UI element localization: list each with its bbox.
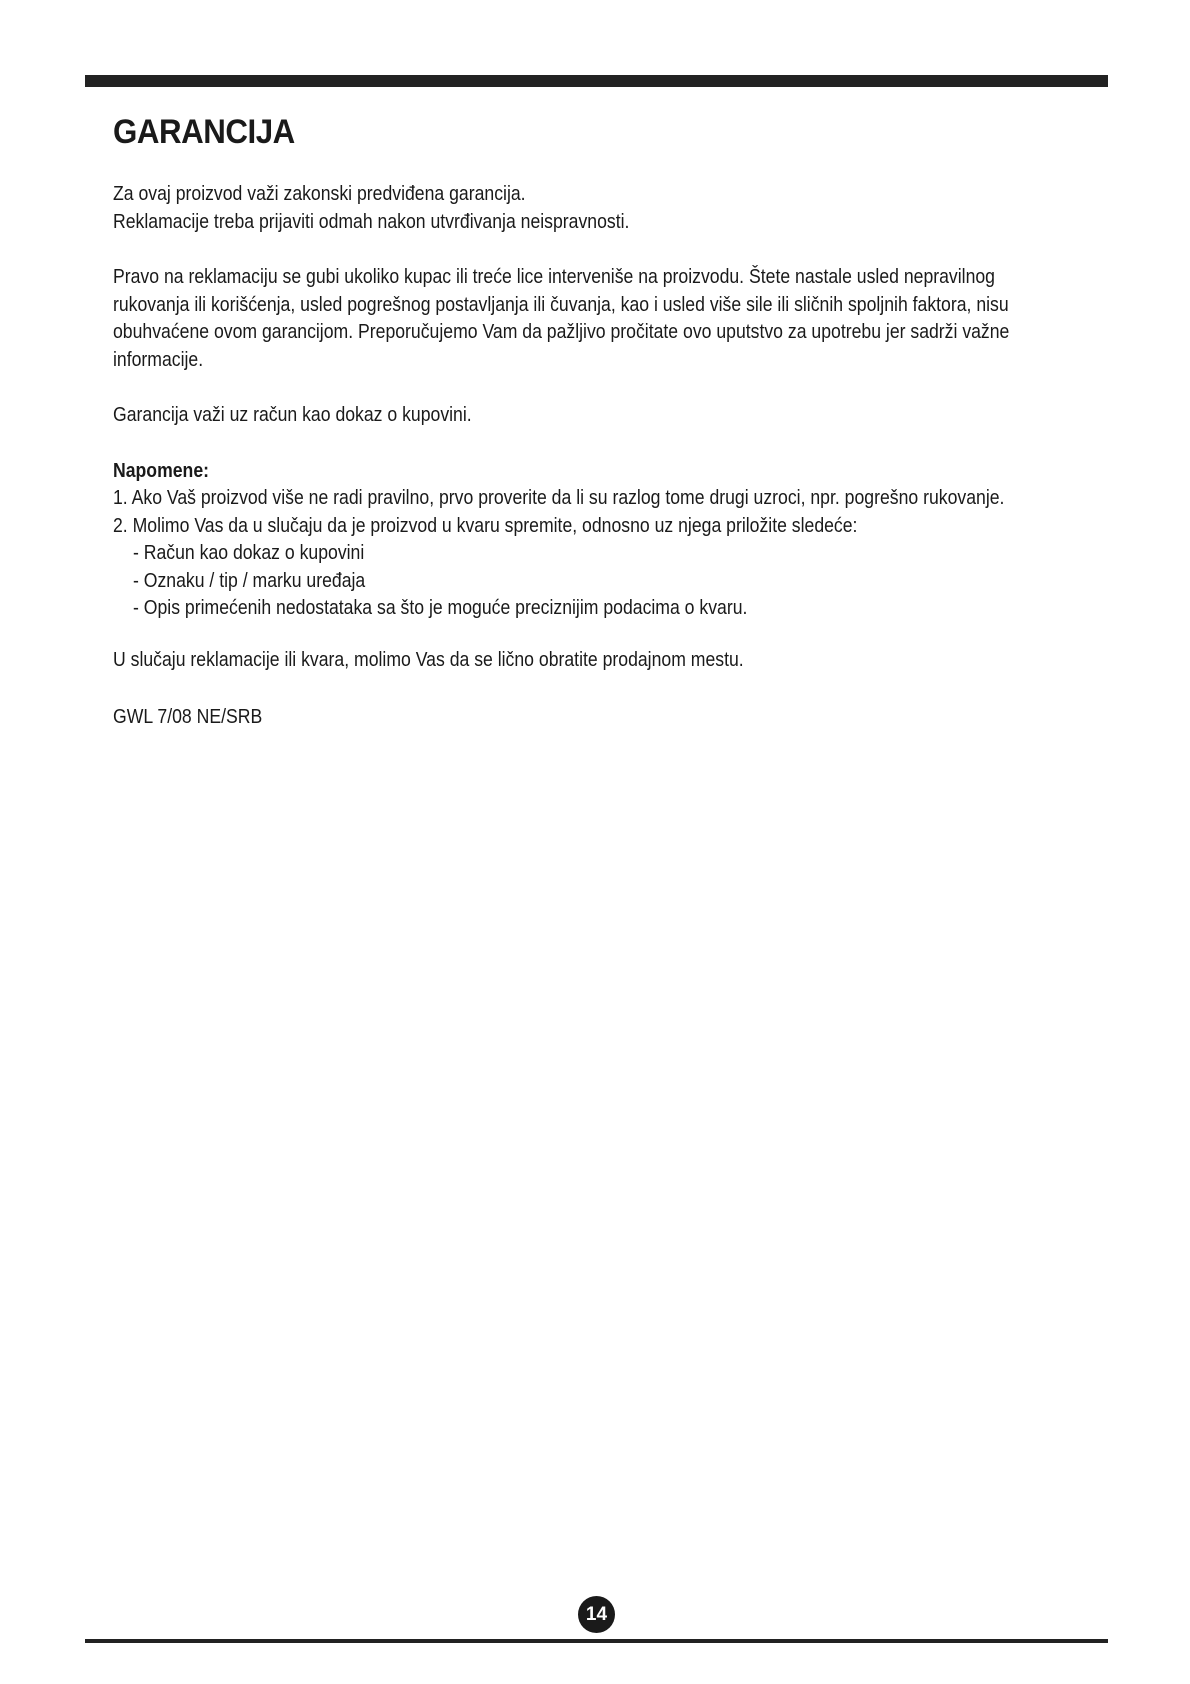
code-text: GWL 7/08 NE/SRB (113, 705, 263, 728)
note-subitem-wrap (113, 596, 847, 619)
page-title: GARANCIJA (113, 113, 295, 151)
note-subitem: - Oznaku / tip / marku uređaja (133, 568, 366, 592)
note-subitem: - Račun kao dokaz o kupovini (133, 541, 365, 564)
paragraph-line: informacije. (113, 347, 204, 371)
notes-title: Napomene: (113, 458, 210, 482)
contact-paragraph (113, 646, 1093, 674)
paragraph-line: obuhvaćene ovom garancijom. Preporučujemo Vam da pažljivo pročitate ovo uputstvo za upotrebu jer sadrži važne (113, 320, 1010, 343)
paragraph-line: rukovanja ili korišćenja, usled pogrešnog postavljanja ili čuvanja, kao i usled više sile ili sličnih spoljnih faktora, nisu (113, 292, 1009, 316)
note-subitem: - Opis primećenih nedostataka sa što je moguće preciznijim podacima o kvaru. (133, 596, 748, 619)
bottom-rule (85, 1639, 1108, 1643)
intro-line: Za ovaj proizvod važi zakonski predviđena garancija. (113, 182, 526, 205)
paragraph-line: Garancija važi uz račun kao dokaz o kupovini. (113, 403, 472, 426)
paragraph-line: U slučaju reklamacije ili kvara, molimo Vas da se lično obratite prodajnom mestu. (113, 647, 744, 671)
page-number-badge: 14 (578, 1596, 615, 1633)
note-item: 2. Molimo Vas da u slučaju da je proizvod u kvaru spremite, odnosno uz njega priložite sledeće: (113, 513, 858, 537)
receipt-paragraph (113, 401, 1093, 429)
note-subitem-wrap (113, 541, 402, 564)
top-rule (85, 75, 1108, 87)
note-item: 1. Ako Vaš proizvod više ne radi pravilno, prvo proverite da li su razlog tome drugi uzroci, npr. pogrešno rukovanje. (113, 486, 1005, 509)
document-code (113, 703, 1093, 731)
intro-paragraph (113, 180, 1093, 235)
notes-section (113, 457, 1093, 622)
paragraph-line: Pravo na reklamaciju se gubi ukoliko kupac ili treće lice interveniše na proizvodu. Štete nastale usled nepravilnog (113, 265, 995, 288)
content-area (113, 100, 1093, 731)
warranty-conditions-paragraph (113, 263, 1093, 373)
intro-line: Reklamacije treba prijaviti odmah nakon utvrđivanja neispravnosti. (113, 209, 630, 233)
note-subitem-wrap (113, 569, 403, 592)
